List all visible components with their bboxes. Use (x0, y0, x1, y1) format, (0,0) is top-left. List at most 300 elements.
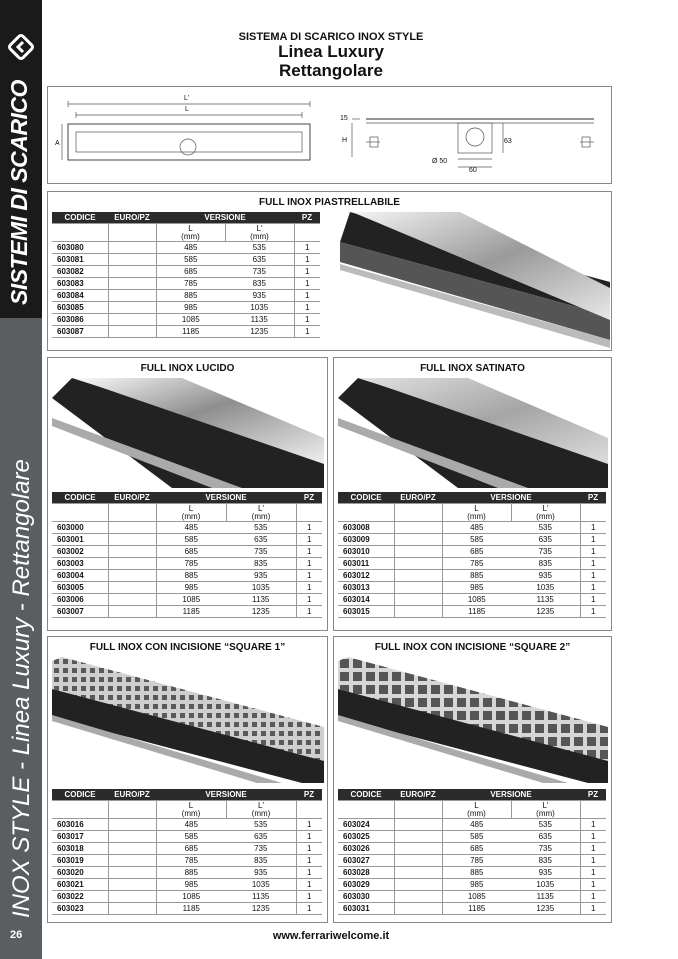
table-row (52, 843, 322, 855)
section-title: FULL INOX PIASTRELLABILE (259, 197, 400, 208)
table-row (52, 582, 322, 594)
col-l1-unit: (mm) (250, 231, 269, 241)
pieces: 1 (296, 570, 322, 582)
product-code: 603006 (52, 594, 108, 606)
product-code: 603005 (52, 582, 108, 594)
col-l1: L' (542, 503, 549, 513)
price-cell (108, 266, 156, 278)
col-codice: CODICE (52, 212, 108, 224)
price-cell (108, 843, 156, 855)
pieces: 1 (580, 606, 606, 618)
pieces: 1 (580, 582, 606, 594)
length-l: 1185 (156, 606, 226, 618)
price-cell (394, 546, 442, 558)
dim-l1-label: L' (184, 95, 190, 102)
table-row (338, 606, 606, 618)
sidebar (0, 0, 42, 959)
table-row (52, 594, 322, 606)
pieces: 1 (580, 522, 606, 534)
col-euro: EURO/PZ (394, 492, 442, 504)
technical-drawing (48, 87, 611, 183)
section-title: FULL INOX CON INCISIONE “SQUARE 1” (89, 642, 286, 653)
table-row (338, 582, 606, 594)
pieces: 1 (294, 326, 320, 338)
product-code: 603087 (52, 326, 108, 338)
table-row (52, 534, 322, 546)
pieces: 1 (296, 558, 322, 570)
product-photo (52, 657, 324, 783)
pieces: 1 (580, 534, 606, 546)
pieces: 1 (296, 903, 322, 915)
col-l1-unit: (mm) (251, 511, 271, 521)
length-l: 1185 (442, 903, 511, 915)
length-l: 585 (156, 534, 226, 546)
section-lucido (47, 357, 328, 631)
length-l1: 635 (225, 254, 294, 266)
product-code: 603008 (338, 522, 394, 534)
product-code: 603007 (52, 606, 108, 618)
length-l: 785 (156, 855, 226, 867)
length-l1: 935 (226, 570, 296, 582)
length-l1: 635 (226, 534, 296, 546)
product-code: 603019 (52, 855, 108, 867)
product-table (338, 492, 606, 618)
product-code: 603003 (52, 558, 108, 570)
length-l: 1085 (156, 891, 226, 903)
product-table (338, 789, 606, 915)
col-l1-unit: (mm) (536, 808, 555, 818)
product-photo (338, 378, 608, 488)
price-cell (108, 582, 156, 594)
col-l1-unit: (mm) (251, 808, 271, 818)
length-l: 1085 (156, 314, 225, 326)
table-row (52, 314, 320, 326)
length-l: 685 (442, 843, 511, 855)
table-row (52, 546, 322, 558)
length-l: 585 (156, 831, 226, 843)
price-cell (108, 891, 156, 903)
product-table (52, 492, 322, 618)
table-row (338, 903, 606, 915)
table-row (52, 891, 322, 903)
length-l1: 1235 (226, 606, 296, 618)
length-l: 485 (156, 522, 226, 534)
product-code: 603026 (338, 843, 394, 855)
col-pz: PZ (296, 492, 322, 504)
length-l: 985 (156, 879, 226, 891)
table-row (52, 290, 320, 302)
length-l1: 935 (225, 290, 294, 302)
price-cell (108, 290, 156, 302)
pieces: 1 (580, 546, 606, 558)
length-l1: 1035 (511, 879, 580, 891)
product-photo (52, 378, 324, 488)
length-l1: 935 (511, 570, 580, 582)
col-l: L (474, 503, 479, 513)
length-l1: 635 (226, 831, 296, 843)
table-row (338, 594, 606, 606)
price-cell (108, 546, 156, 558)
price-cell (108, 242, 156, 254)
product-code: 603014 (338, 594, 394, 606)
dim-l-label: L (185, 106, 189, 113)
product-code: 603085 (52, 302, 108, 314)
pieces: 1 (296, 867, 322, 879)
price-cell (108, 522, 156, 534)
page-subtitle: Rettangolare (279, 61, 383, 80)
length-l1: 1135 (226, 891, 296, 903)
dim-63-label: 63 (504, 138, 512, 145)
product-code: 603013 (338, 582, 394, 594)
price-cell (108, 903, 156, 915)
product-code: 603083 (52, 278, 108, 290)
pieces: 1 (580, 879, 606, 891)
price-cell (108, 558, 156, 570)
length-l1: 535 (511, 819, 580, 831)
table-row (52, 326, 320, 338)
table-row (338, 867, 606, 879)
pieces: 1 (580, 558, 606, 570)
length-l: 885 (442, 570, 511, 582)
col-l-unit: (mm) (181, 808, 201, 818)
price-cell (108, 855, 156, 867)
product-code: 603025 (338, 831, 394, 843)
length-l: 885 (156, 570, 226, 582)
length-l1: 1235 (511, 903, 580, 915)
length-l: 1085 (442, 594, 511, 606)
price-cell (394, 855, 442, 867)
brand-logo-icon (7, 33, 35, 61)
table-row (52, 831, 322, 843)
pieces: 1 (580, 903, 606, 915)
dim-15-label: 15 (340, 115, 348, 122)
product-code: 603030 (338, 891, 394, 903)
table-row (338, 546, 606, 558)
product-code: 603020 (52, 867, 108, 879)
length-l: 785 (156, 558, 226, 570)
length-l1: 735 (226, 843, 296, 855)
product-code: 603004 (52, 570, 108, 582)
price-cell (394, 558, 442, 570)
length-l1: 1135 (226, 594, 296, 606)
length-l1: 1235 (225, 326, 294, 338)
product-code: 603021 (52, 879, 108, 891)
product-photo (338, 657, 608, 783)
col-euro: EURO/PZ (108, 789, 156, 801)
product-code: 603086 (52, 314, 108, 326)
length-l1: 835 (511, 855, 580, 867)
pieces: 1 (296, 522, 322, 534)
length-l: 1185 (156, 326, 225, 338)
price-cell (108, 534, 156, 546)
col-pz: PZ (294, 212, 320, 224)
length-l: 685 (156, 546, 226, 558)
section-square-1 (47, 636, 328, 923)
product-code: 603022 (52, 891, 108, 903)
table-row (52, 254, 320, 266)
length-l1: 535 (226, 819, 296, 831)
product-code: 603029 (338, 879, 394, 891)
length-l1: 835 (225, 278, 294, 290)
pieces: 1 (294, 242, 320, 254)
product-code: 603012 (338, 570, 394, 582)
col-l-unit: (mm) (181, 231, 200, 241)
length-l: 885 (156, 290, 225, 302)
pieces: 1 (294, 314, 320, 326)
product-code: 603011 (338, 558, 394, 570)
section-square-2 (333, 636, 612, 923)
pieces: 1 (296, 831, 322, 843)
table-row (52, 903, 322, 915)
length-l: 985 (156, 582, 226, 594)
product-code: 603015 (338, 606, 394, 618)
dim-a-label: A (55, 140, 60, 147)
length-l1: 1035 (511, 582, 580, 594)
pieces: 1 (296, 891, 322, 903)
dim-h-label: H (342, 137, 348, 144)
table-row (338, 522, 606, 534)
pieces: 1 (294, 278, 320, 290)
table-row (52, 302, 320, 314)
price-cell (394, 594, 442, 606)
price-cell (394, 582, 442, 594)
table-row (52, 879, 322, 891)
price-cell (108, 254, 156, 266)
price-cell (108, 314, 156, 326)
pieces: 1 (580, 819, 606, 831)
product-code: 603001 (52, 534, 108, 546)
table-row (338, 831, 606, 843)
length-l: 1185 (156, 903, 226, 915)
product-code: 603016 (52, 819, 108, 831)
table-row (338, 843, 606, 855)
length-l1: 935 (226, 867, 296, 879)
length-l: 485 (442, 522, 511, 534)
pieces: 1 (296, 546, 322, 558)
product-code: 603028 (338, 867, 394, 879)
length-l1: 735 (511, 546, 580, 558)
product-code: 603010 (338, 546, 394, 558)
col-l: L (188, 223, 193, 233)
technical-drawing-box (47, 86, 612, 184)
length-l1: 1035 (226, 879, 296, 891)
col-l: L (474, 800, 479, 810)
product-code: 603017 (52, 831, 108, 843)
product-code: 603023 (52, 903, 108, 915)
length-l: 685 (442, 546, 511, 558)
footer-website-link[interactable]: www.ferrariwelcome.it (272, 930, 390, 942)
col-l-unit: (mm) (467, 511, 486, 521)
price-cell (108, 867, 156, 879)
length-l: 485 (442, 819, 511, 831)
length-l: 585 (156, 254, 225, 266)
col-l-unit: (mm) (181, 511, 201, 521)
length-l: 785 (442, 558, 511, 570)
length-l: 785 (442, 855, 511, 867)
product-code: 603027 (338, 855, 394, 867)
section-title: FULL INOX LUCIDO (140, 363, 235, 374)
price-cell (394, 831, 442, 843)
col-l-unit: (mm) (467, 808, 486, 818)
product-code: 603082 (52, 266, 108, 278)
pieces: 1 (294, 302, 320, 314)
col-pz: PZ (296, 789, 322, 801)
price-cell (108, 879, 156, 891)
price-cell (108, 326, 156, 338)
length-l1: 1235 (511, 606, 580, 618)
product-table (52, 789, 322, 915)
dim-50-label: Ø 50 (432, 158, 448, 165)
price-cell (394, 903, 442, 915)
col-euro: EURO/PZ (394, 789, 442, 801)
length-l: 685 (156, 266, 225, 278)
col-euro: EURO/PZ (108, 492, 156, 504)
dim-60-label: 60 (469, 167, 477, 174)
col-l: L (188, 503, 194, 513)
table-row (52, 855, 322, 867)
length-l: 985 (442, 879, 511, 891)
pieces: 1 (580, 855, 606, 867)
length-l1: 735 (226, 546, 296, 558)
section-satinato (333, 357, 612, 631)
page-supertitle: SISTEMA DI SCARICO INOX STYLE (238, 31, 424, 43)
pieces: 1 (294, 290, 320, 302)
table-row (338, 558, 606, 570)
price-cell (394, 522, 442, 534)
pieces: 1 (296, 582, 322, 594)
col-l: L (188, 800, 194, 810)
price-cell (394, 570, 442, 582)
pieces: 1 (580, 594, 606, 606)
price-cell (108, 594, 156, 606)
pieces: 1 (296, 855, 322, 867)
col-l1: L' (542, 800, 549, 810)
price-cell (108, 278, 156, 290)
pieces: 1 (580, 831, 606, 843)
col-l1: L' (258, 800, 264, 810)
col-versione: VERSIONE (442, 789, 580, 801)
pieces: 1 (580, 843, 606, 855)
price-cell (394, 534, 442, 546)
col-versione: VERSIONE (156, 789, 296, 801)
col-versione: VERSIONE (156, 212, 294, 224)
product-code: 603084 (52, 290, 108, 302)
length-l1: 535 (226, 522, 296, 534)
length-l: 485 (156, 242, 225, 254)
product-photo (340, 212, 610, 350)
table-row (52, 819, 322, 831)
col-codice: CODICE (338, 492, 394, 504)
length-l: 885 (442, 867, 511, 879)
product-code: 603000 (52, 522, 108, 534)
length-l: 585 (442, 831, 511, 843)
price-cell (108, 819, 156, 831)
length-l1: 535 (511, 522, 580, 534)
pieces: 1 (580, 570, 606, 582)
col-versione: VERSIONE (442, 492, 580, 504)
price-cell (394, 819, 442, 831)
table-row (338, 891, 606, 903)
pieces: 1 (294, 266, 320, 278)
section-title: FULL INOX SATINATO (420, 363, 525, 374)
pieces: 1 (296, 594, 322, 606)
pieces: 1 (580, 891, 606, 903)
pieces: 1 (296, 819, 322, 831)
product-code: 603018 (52, 843, 108, 855)
table-row (52, 522, 322, 534)
price-cell (394, 891, 442, 903)
price-cell (108, 302, 156, 314)
table-row (52, 278, 320, 290)
length-l: 485 (156, 819, 226, 831)
price-cell (108, 570, 156, 582)
product-code: 603080 (52, 242, 108, 254)
length-l1: 835 (226, 855, 296, 867)
length-l1: 935 (511, 867, 580, 879)
price-cell (394, 843, 442, 855)
table-row (338, 570, 606, 582)
table-row (338, 534, 606, 546)
length-l1: 1035 (225, 302, 294, 314)
sidebar-series-title: INOX STYLE - Linea Luxury - Rettangolare (8, 459, 35, 918)
price-cell (108, 606, 156, 618)
col-codice: CODICE (52, 492, 108, 504)
product-code: 603024 (338, 819, 394, 831)
length-l1: 635 (511, 534, 580, 546)
pieces: 1 (296, 606, 322, 618)
length-l: 885 (156, 867, 226, 879)
product-code: 603031 (338, 903, 394, 915)
table-row (338, 855, 606, 867)
length-l: 1085 (156, 594, 226, 606)
table-row (338, 879, 606, 891)
page-title: Linea Luxury (278, 42, 384, 61)
length-l: 685 (156, 843, 226, 855)
length-l: 785 (156, 278, 225, 290)
col-l1-unit: (mm) (536, 511, 555, 521)
table-row (52, 242, 320, 254)
length-l1: 1035 (226, 582, 296, 594)
length-l1: 735 (511, 843, 580, 855)
product-code: 603009 (338, 534, 394, 546)
pieces: 1 (296, 843, 322, 855)
length-l1: 1235 (226, 903, 296, 915)
col-codice: CODICE (338, 789, 394, 801)
table-row (52, 266, 320, 278)
table-row (52, 558, 322, 570)
length-l1: 735 (225, 266, 294, 278)
product-table (52, 212, 320, 338)
table-row (338, 819, 606, 831)
section-title: FULL INOX CON INCISIONE “SQUARE 2” (374, 642, 571, 653)
product-code: 603081 (52, 254, 108, 266)
length-l: 985 (156, 302, 225, 314)
table-row (52, 867, 322, 879)
col-versione: VERSIONE (156, 492, 296, 504)
col-l1: L' (258, 503, 264, 513)
pieces: 1 (296, 879, 322, 891)
col-pz: PZ (580, 789, 606, 801)
length-l1: 1135 (511, 594, 580, 606)
page-number: 26 (10, 929, 23, 941)
price-cell (108, 831, 156, 843)
section-piastrellabile (47, 191, 612, 351)
length-l1: 535 (225, 242, 294, 254)
length-l1: 1135 (511, 891, 580, 903)
table-row (52, 606, 322, 618)
length-l1: 635 (511, 831, 580, 843)
length-l: 985 (442, 582, 511, 594)
